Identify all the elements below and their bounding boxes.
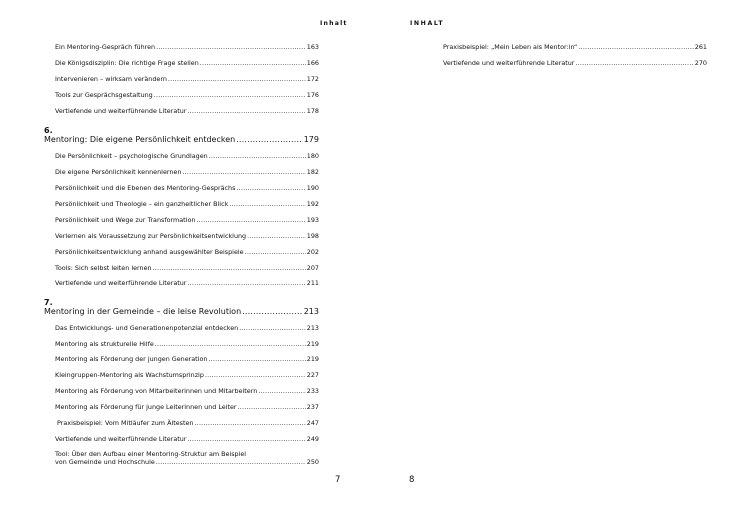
right-page [375, 0, 750, 523]
toc-entry-page: 227 [306, 371, 319, 379]
toc-entry-page: 261 [694, 43, 707, 51]
toc-entry-page: 178 [306, 107, 319, 115]
chapter-page: 179 [303, 135, 319, 144]
page-number-right: 8 [409, 475, 415, 485]
toc-entry-line-1 [55, 450, 319, 458]
toc-entry [55, 355, 319, 363]
leader-dots [239, 324, 306, 332]
toc-entry-title: Kleingruppen-Mentoring als Wachstumsprinzip [55, 371, 204, 379]
chapter-title: Mentoring: Die eigene Persönlichkeit entdecken [44, 135, 236, 144]
toc-entry [57, 419, 319, 427]
toc-entry-line-2 [55, 458, 319, 466]
toc-entry-page: 166 [306, 59, 319, 67]
toc-entry-title: Die eigene Persönlichkeit kennenlernen [55, 168, 182, 176]
toc-entry [55, 248, 319, 256]
toc-entry-title: Die Persönlichkeit – psychologische Grundlagen [55, 152, 208, 160]
toc-entry-page: 198 [306, 232, 319, 240]
leader-dots [154, 91, 306, 99]
page-number-left: 7 [335, 475, 341, 485]
leader-dots [575, 59, 693, 67]
toc-entry-title: Persönlichkeit und Wege zur Transformation [55, 216, 196, 224]
leader-dots [194, 419, 305, 427]
running-head-left: Inhalt [320, 20, 348, 27]
toc-entry [55, 216, 319, 224]
toc-entry [55, 435, 319, 443]
leader-dots [156, 458, 306, 466]
leader-dots [168, 75, 306, 83]
leader-dots [247, 232, 306, 240]
leader-dots [196, 216, 305, 224]
toc-entry-title: Das Entwicklungs- und Generationenpotenzial entdecken [55, 324, 239, 332]
leader-dots [155, 340, 306, 348]
toc-entry [55, 200, 319, 208]
toc-entry-page: 250 [306, 458, 319, 466]
chapter-heading [44, 135, 319, 145]
toc-entry-page: 249 [306, 435, 319, 443]
toc-entry-title: Ein Mentoring-Gespräch führen [55, 43, 156, 51]
toc-entry [55, 168, 319, 176]
toc-entry-title: Intervenieren – wirksam verändern [55, 75, 167, 83]
chapter-heading [44, 307, 319, 317]
toc-entry-page: 190 [306, 184, 319, 192]
toc-entry-title: Mentoring als strukturelle Hilfe [55, 340, 154, 348]
leader-dots [245, 248, 306, 256]
leader-dots [187, 107, 305, 115]
toc-entry [55, 264, 319, 272]
toc-entry-title: Vertiefende und weiterführende Literatur [55, 107, 187, 115]
toc-entry-multiline [55, 450, 319, 466]
leader-dots [208, 355, 305, 363]
toc-entry-title: Tools: Sich selbst leiten lernen [55, 264, 152, 272]
toc-entry [55, 75, 319, 83]
toc-entry-title: Verlernen als Voraussetzung zur Persönlichkeitsentwicklung [55, 232, 247, 240]
toc-entry [55, 152, 319, 160]
toc-entry-title: Die Königsdisziplin: Die richtige Frage stellen [55, 59, 199, 67]
toc-entry-page: 207 [306, 264, 319, 272]
toc-entry [55, 279, 319, 287]
toc-entry-title: Praxisbeispiel: „Mein Leben als Mentor:in“ [443, 43, 578, 51]
chapter-page: 213 [303, 307, 319, 316]
leader-dots [578, 43, 693, 51]
chapter-number: 7. [44, 298, 53, 307]
toc-entry-page: 192 [306, 200, 319, 208]
toc-entry-title: Mentoring als Förderung für junge Leiterinnen und Leiter [55, 403, 237, 411]
toc-entry-title: Persönlichkeit und Theologie – ein ganzheitlicher Blick [55, 200, 229, 208]
toc-entry-page: 213 [306, 324, 319, 332]
toc-entry-page: 180 [306, 152, 319, 160]
toc-entry [55, 324, 319, 332]
toc-entry-title: Mentoring als Förderung von Mitarbeiterinnen und Mitarbeitern [55, 387, 258, 395]
leader-dots [229, 200, 306, 208]
toc-entry [55, 59, 319, 67]
leader-dots [209, 152, 306, 160]
toc-entry-title: Vertiefende und weiterführende Literatur [55, 279, 187, 287]
toc-entry [55, 232, 319, 240]
toc-entry-title: Persönlichkeitsentwicklung anhand ausgewählter Beispiele [55, 248, 244, 256]
toc-entry-page: 233 [306, 387, 319, 395]
toc-entry [55, 403, 319, 411]
toc-entry [55, 43, 319, 51]
leader-dots [200, 59, 306, 67]
leader-dots [258, 387, 305, 395]
leader-dots [236, 135, 303, 145]
leader-dots [238, 403, 306, 411]
toc-entry-title: Tools zur Gesprächsgestaltung [55, 91, 153, 99]
leader-dots [153, 264, 306, 272]
toc-entry-page: 163 [306, 43, 319, 51]
toc-entry-page: 176 [306, 91, 319, 99]
leader-dots [242, 307, 303, 317]
toc-entry-page: 237 [306, 403, 319, 411]
toc-entry [55, 371, 319, 379]
toc-entry [443, 43, 707, 51]
running-head-right: INHALT [410, 20, 445, 27]
toc-entry-title-line-1: Tool: Über den Aufbau einer Mentoring-Struktur am Beispiel [55, 450, 247, 458]
toc-entry-title: Praxisbeispiel: Vom Mitläufer zum Ältesten [57, 419, 194, 427]
toc-entry-page: 202 [306, 248, 319, 256]
toc-entry-title: Mentoring als Förderung der jungen Generation [55, 355, 208, 363]
toc-entry [55, 184, 319, 192]
toc-entry-title: Persönlichkeit und die Ebenen des Mentoring-Gesprächs [55, 184, 236, 192]
leader-dots [182, 168, 305, 176]
toc-entry-page: 172 [306, 75, 319, 83]
toc-entry-title: Vertiefende und weiterführende Literatur [55, 435, 187, 443]
toc-entry [55, 340, 319, 348]
toc-entry [55, 107, 319, 115]
leader-dots [236, 184, 305, 192]
toc-entry [55, 387, 319, 395]
chapter-number: 6. [44, 126, 53, 135]
leader-dots [187, 279, 305, 287]
leader-dots [156, 43, 306, 51]
toc-entry-title-line-2: von Gemeinde und Hochschule [55, 458, 155, 466]
leader-dots [205, 371, 306, 379]
toc-entry-page: 182 [306, 168, 319, 176]
toc-entry-page: 193 [306, 216, 319, 224]
toc-entry [443, 59, 707, 67]
leader-dots [187, 435, 305, 443]
toc-entry-page: 211 [306, 279, 319, 287]
toc-entry [55, 91, 319, 99]
toc-entry-page: 219 [306, 355, 319, 363]
toc-entry-page: 219 [306, 340, 319, 348]
toc-entry-title: Vertiefende und weiterführende Literatur [443, 59, 575, 67]
toc-entry-page: 247 [306, 419, 319, 427]
toc-entry-page: 270 [694, 59, 707, 67]
chapter-title: Mentoring in der Gemeinde – die leise Revolution [44, 307, 242, 316]
